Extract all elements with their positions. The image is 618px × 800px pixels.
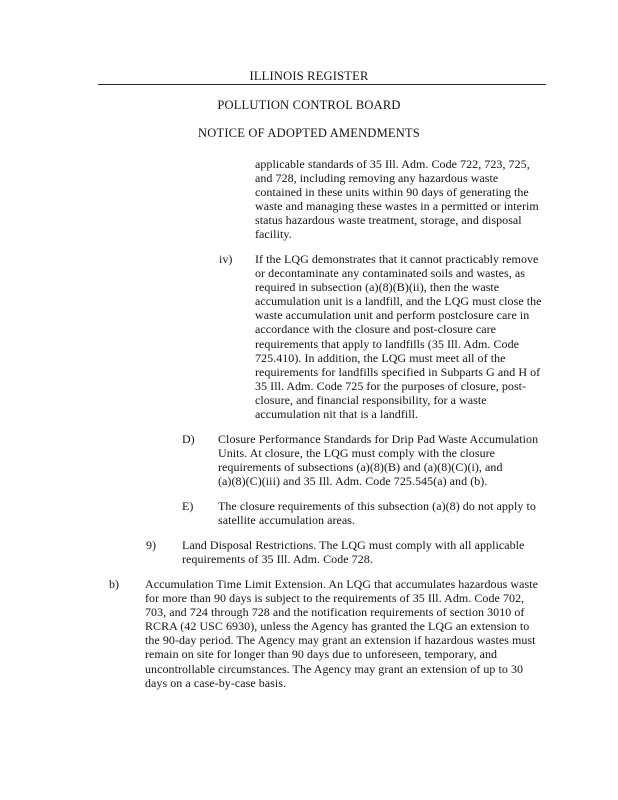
item-9-label: 9) [146, 538, 156, 552]
text-line: Land Disposal Restrictions. The LQG must comply with all applicable [182, 538, 525, 552]
text-line: days on a case-by-case basis. [145, 675, 287, 690]
text-line: and 728, including removing any hazardous waste [255, 171, 499, 186]
continuation-paragraph [255, 157, 539, 242]
text-line: requirements that apply to landfills (35 Ill. Adm. Code [255, 336, 520, 351]
text-line: accumulation unit is a landfill, and the LQG must close the [255, 294, 542, 309]
text-line: accumulation nit that is a landfill. [255, 407, 419, 422]
item-E-label: E) [182, 499, 194, 513]
header-rule [98, 84, 546, 85]
text-line: requirements of 35 Ill. Adm. Code 728. [182, 552, 373, 567]
item-E-paragraph [218, 499, 536, 527]
text-line: The closure requirements of this subsection (a)(8) do not apply to [218, 499, 536, 513]
text-line: 725.410). In addition, the LQG must meet all of the [255, 350, 506, 365]
text-line: closure, and financial responsibility, for a waste [255, 392, 487, 407]
text-line: applicable standards of 35 Ill. Adm. Code 722, 723, 725, [255, 157, 530, 171]
item-iv-paragraph [255, 252, 542, 421]
text-line: accordance with the closure and post-closure care [255, 322, 497, 337]
text-line: for more than 90 days is subject to the requirements of 35 Ill. Adm. Code 702, [145, 591, 525, 606]
board-title: POLLUTION CONTROL BOARD [217, 98, 401, 112]
item-9-paragraph [182, 538, 524, 566]
register-title: ILLINOIS REGISTER [249, 69, 369, 83]
text-line: Closure Performance Standards for Drip Pad Waste Accumulation [218, 432, 539, 446]
text-line: Units. At closure, the LQG must comply with the closure [218, 446, 496, 461]
text-line: remain on site for longer than 90 days due to unforeseen, temporary, and [145, 647, 498, 662]
item-D-paragraph [218, 432, 538, 488]
text-line: contained in these units within 90 days of generating the [255, 185, 529, 200]
notice-title: NOTICE OF ADOPTED AMENDMENTS [198, 126, 420, 140]
text-line: or decontaminate any contaminated soils and wastes, as [255, 266, 525, 281]
text-line: requirements of subsections (a)(8)(B) and (a)(8)(C)(i), and [218, 460, 503, 475]
text-line: uncontrollable circumstances. The Agency may grant an extension of up to 30 [145, 661, 524, 676]
text-line: the 90-day period. The Agency may grant an extension if hazardous wastes must [145, 633, 536, 648]
text-line: requirements for landfills specified in Subparts G and H of [255, 364, 541, 379]
item-b-paragraph [145, 577, 538, 690]
text-line: status hazardous waste treatment, storage, and disposal [255, 213, 522, 228]
text-line: waste accumulation unit and perform postclosure care in [255, 308, 530, 323]
text-line: (a)(8)(C)(iii) and 35 Ill. Adm. Code 725.545(a) and (b). [218, 474, 488, 489]
text-line: 703, and 724 through 728 and the notification requirements of section 3010 of [145, 605, 525, 620]
text-line: required in subsection (a)(8)(B)(ii), then the waste [255, 280, 500, 295]
text-line: 35 Ill. Adm. Code 725 for the purposes of closure, post- [255, 378, 527, 393]
item-b-label: b) [109, 577, 119, 591]
text-line: waste and managing these wastes in a permitted or interim [255, 199, 539, 214]
text-line: RCRA (42 USC 6930), unless the Agency has granted the LQG an extension to [145, 619, 530, 634]
text-line: If the LQG demonstrates that it cannot practicably remove [255, 252, 539, 266]
text-line: facility. [255, 227, 292, 242]
item-D-label: D) [182, 432, 195, 446]
text-line: Accumulation Time Limit Extension. An LQG that accumulates hazardous waste [145, 577, 538, 591]
text-line: satellite accumulation areas. [218, 513, 356, 528]
item-iv-label: iv) [219, 252, 233, 266]
